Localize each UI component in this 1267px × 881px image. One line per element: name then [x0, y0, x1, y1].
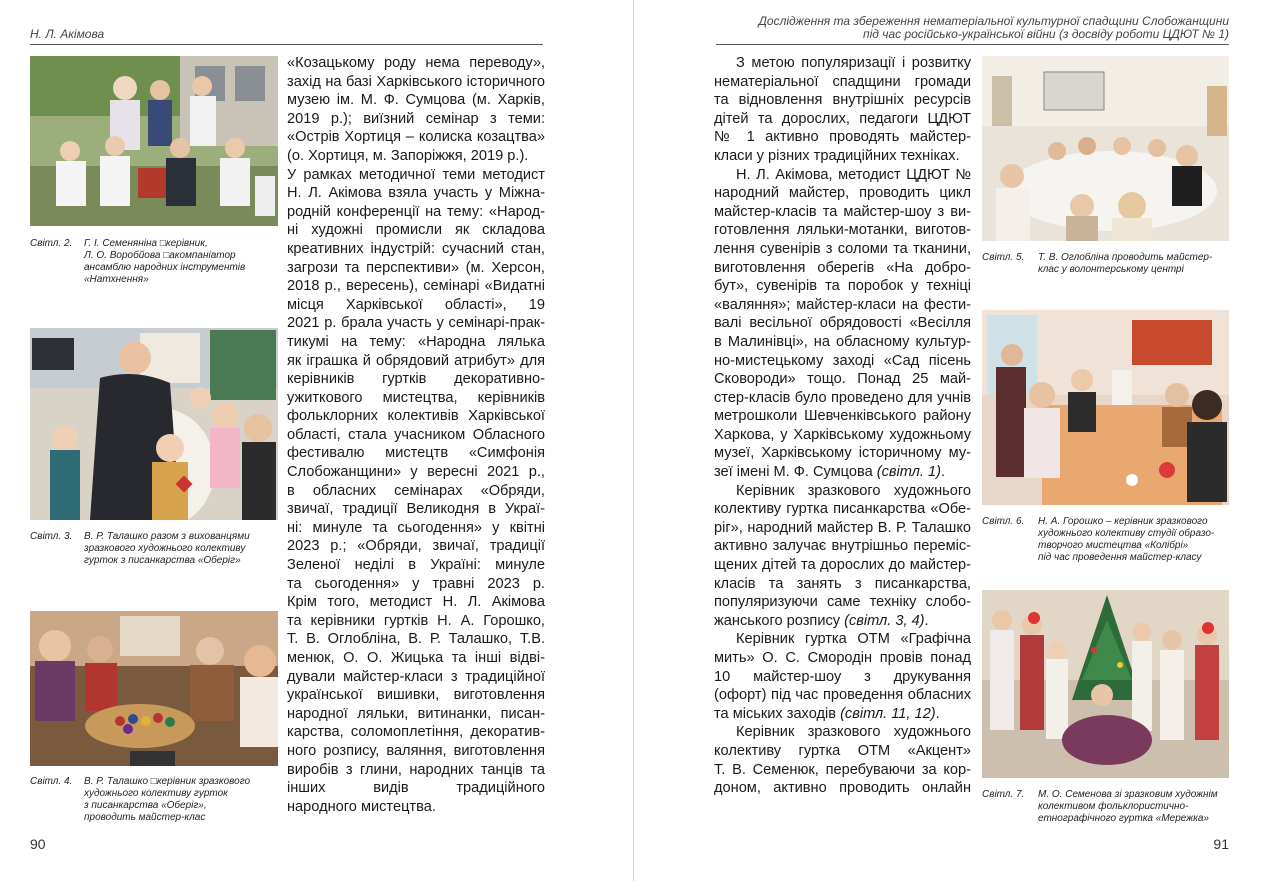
body-line: місця Харківської області», 19 [287, 296, 545, 313]
body-line: української вишивки, виготовлення [287, 687, 545, 704]
body-line: 2021 р. брала участь у семінарі-прак- [287, 315, 545, 332]
body-line [714, 742, 971, 761]
punctuation: . [924, 612, 929, 629]
body-line [714, 128, 971, 147]
caption-line: ансамблю народних інструментів [84, 262, 246, 273]
caption-number: Світл. 6. [982, 516, 1025, 527]
body-line: в обласних семінарах «Обряди, [287, 482, 545, 499]
caption-line: художнього колективу гурток [84, 788, 228, 799]
body-line-text: популяризуючи саме техніку слобо- [714, 594, 971, 611]
body-line [714, 500, 971, 519]
photo-reference: (світл. 3, 4) [840, 612, 925, 629]
header-rule [716, 44, 1229, 45]
body-line [714, 166, 971, 185]
body-line-text: стер-класів було проведено для учнів [714, 389, 971, 406]
photo-2-ensemble [30, 56, 278, 226]
body-line-text: мить» О. С. Смородін провів понад [714, 650, 971, 666]
body-line-text: зеї імені М. Ф. Сумцова [714, 464, 873, 481]
running-head-left: Н. Л. Акімова [30, 27, 105, 41]
caption-line: художнього колективу студії образо- [1038, 528, 1215, 539]
left-body-text [287, 54, 545, 816]
body-line: фестивалю мистецтв «Симфонія [287, 445, 545, 462]
caption-line: Т. В. Оглобліна проводить майстер- [1038, 252, 1213, 263]
body-line-text: метрошколи Шевченківського району [714, 408, 971, 425]
body-line: виробів з глини, народних танців та [287, 761, 545, 778]
body-line: та керівники гуртків Н. А. Горошко, [287, 612, 545, 629]
body-line: Т. В. Оглобліна, В. Р. Талашко, Т.В. [287, 631, 545, 648]
photo-3-pysanka-class [30, 328, 278, 520]
caption-5 [982, 252, 1232, 276]
running-head-right [758, 15, 1229, 41]
caption-6 [982, 516, 1232, 564]
body-line [714, 333, 971, 352]
body-line-text: «валяння»; майстер-класи на фести- [714, 296, 971, 313]
caption-line: В. Р. Талашко □керівник зразкового [84, 776, 251, 787]
caption-line: Г. І. Семеняніна □керівник, [84, 238, 208, 249]
body-line: звичаї, традиції Великодня в Украї- [287, 501, 545, 518]
body-line-text: та міських заходів [714, 705, 837, 722]
body-line: 2018 р., вересень), семінарі «Видатні [287, 278, 545, 295]
photo-reference: (світл. 11, 12) [836, 705, 936, 722]
caption-4 [30, 776, 280, 824]
page-number-left: 90 [30, 836, 46, 852]
caption-2 [30, 238, 280, 286]
body-line [714, 593, 971, 612]
body-line: загрози та перспективи» (м. Херсон, [287, 259, 545, 276]
body-line: 2019 р.); виїзний семінар з теми: [287, 110, 545, 127]
body-line [714, 221, 971, 240]
body-line: народної ляльки, витинанки, писан- [287, 705, 545, 722]
body-line: карства, соломоплетіння, декоратив- [287, 724, 545, 741]
page-number-right: 91 [1213, 836, 1229, 852]
body-line-text: виготовлення оберегів «На добро- [714, 259, 971, 276]
body-line-text: та відновлення внутрішніх ресурсів [714, 92, 971, 109]
body-line-text: Харкова, у Харківському художньому [714, 426, 971, 443]
body-line-text: колективу гуртка ОТМ «Акцент» [714, 742, 971, 759]
body-line-text: колективу гуртка писанкарства «Обе- [714, 501, 971, 518]
body-line-text: № 1 активно проводять майстер- [714, 129, 971, 146]
body-line [714, 277, 971, 296]
body-line-text: бут», сувенірів та поробок у техніці [714, 278, 971, 295]
body-line-text: готовлення ляльки-мотанки, виготов- [714, 222, 971, 239]
body-line: У рамках методичної теми методист [287, 166, 545, 183]
body-line: ного розпису, валяння, виготовлення [287, 742, 545, 759]
caption-line: з писанкарства «Оберіг», [84, 800, 207, 811]
body-line-text: Керівник зразкового художнього [736, 724, 971, 741]
body-line-text: Керівник гуртка ОТМ «Графічна [736, 631, 971, 648]
photo-4-master-class [30, 611, 278, 766]
caption-line: творчого мистецтва «Колібрі» [1038, 540, 1189, 551]
body-line: менюк, О. О. Жицька та інші відві- [287, 650, 545, 666]
caption-3 [30, 531, 280, 567]
running-head-line: під час російсько-української війни (з досвіду роботи ЦДЮТ № 1) [863, 27, 1229, 41]
body-line-text: народний майстер, проводить цикл [714, 185, 971, 202]
body-line-text: лення сувенірів з соломи та тканини, [714, 240, 971, 257]
body-line: народного мистецтва. [287, 798, 436, 815]
body-line-text: в Малинівці», на обласному культур- [714, 333, 971, 350]
body-line-text: Н. Л. Акімова, методист ЦДЮТ № [736, 166, 971, 183]
body-line [714, 91, 971, 110]
body-line [714, 147, 971, 166]
body-line: Зеленої неділі в Україні: минуле [287, 557, 545, 574]
body-line: тикумі на тему: «Народна лялька [287, 333, 545, 350]
caption-line: «Натхнення» [84, 274, 149, 285]
caption-line: М. О. Семенова зі зразковим художнім [1038, 789, 1218, 800]
body-line [714, 352, 971, 371]
body-line [714, 314, 971, 333]
photo-5-volunteer-center [982, 56, 1229, 241]
body-line: дували майстер-класи з традиційної [287, 668, 545, 685]
body-line [714, 54, 971, 73]
body-line-text: активно залучає внутрішньо переміс- [714, 538, 971, 555]
body-line-text: доном, активно проводить онлайн [714, 780, 971, 797]
body-line [714, 426, 971, 445]
body-line-text: жанського розпису [714, 612, 841, 629]
body-line [714, 389, 971, 408]
body-line [714, 705, 971, 724]
body-line: Н. Л. Акімова взяла участь у Міжна- [287, 185, 545, 202]
body-line-text: дітей та дорослих, педагоги ЦДЮТ [714, 110, 971, 127]
body-line: Слобожанщини» у вересні 2021 р., [287, 464, 545, 481]
header-rule [30, 44, 543, 45]
body-line-text: валі весільної обрядовості «Весілля [714, 315, 971, 332]
body-line [714, 203, 971, 222]
body-line: креативних індустрій: сучасний стан, [287, 240, 545, 257]
body-line-text: но-мистецькому заході «Сад пісень [714, 352, 971, 369]
body-line: області, стала учасником Обласного [287, 426, 545, 443]
caption-line: Н. А. Горошко – керівник зразкового [1038, 516, 1208, 527]
body-line [714, 519, 971, 538]
body-line-text: нематеріальної спадщини громади [714, 73, 971, 90]
caption-line: В. Р. Талашко разом з вихованцями [84, 531, 250, 542]
body-line-text: Керівник зразкового художнього [736, 482, 971, 499]
body-line: захід на базі Харківського історичного [287, 73, 545, 90]
body-line-text: музеї, Харківському історичному му- [714, 445, 971, 462]
body-line-text: (офорт) під час проведення обласних [714, 687, 971, 704]
body-line-text: ріг», народний майстер В. Р. Талашко [714, 519, 971, 536]
caption-number: Світл. 2. [30, 238, 73, 249]
body-line [714, 184, 971, 203]
caption-7 [982, 789, 1232, 825]
body-line [714, 649, 971, 668]
body-line [714, 556, 971, 575]
body-line: 2023 р.; «Обряди, звичаї, традиції [287, 538, 545, 555]
caption-line: проводить майстер-клас [84, 812, 206, 823]
body-line [714, 575, 971, 594]
caption-line: гурток з писанкарства «Оберіг» [84, 555, 241, 566]
caption-line: під час проведення майстер-класу [1038, 552, 1202, 563]
body-line-text: щених дітей та дорослих до майстер- [714, 557, 971, 574]
caption-number: Світл. 7. [982, 789, 1025, 800]
body-line [714, 463, 971, 482]
body-line: ні художні промисли як складова [287, 222, 545, 239]
body-line-text: З метою популяризації і розвитку [736, 55, 971, 71]
caption-line: колективом фольклористично- [1038, 801, 1189, 812]
body-line [714, 259, 971, 278]
body-line [714, 296, 971, 315]
body-line [714, 686, 971, 705]
punctuation: . [935, 705, 940, 722]
right-page [634, 0, 1267, 881]
caption-line: зразкового художнього колективу [84, 543, 246, 554]
photo-reference: (світл. 1) [872, 464, 941, 481]
body-line: та сьогодення» у травні 2023 р. [287, 575, 545, 592]
body-line [714, 630, 971, 649]
body-line: керівників гуртків декоративно- [287, 371, 545, 388]
caption-number: Світл. 5. [982, 252, 1025, 263]
body-line-text: Сковороди» тощо. Понад 25 май- [714, 371, 971, 388]
body-line [714, 73, 971, 92]
body-line: (о. Хортиця, м. Запоріжжя, 2019 р.). [287, 147, 529, 164]
body-line-text: Т. В. Семенюк, перебуваючи за кор- [714, 761, 971, 778]
body-line: Крім того, методист Н. Л. Акімова [287, 594, 545, 611]
body-line [714, 370, 971, 389]
caption-number: Світл. 4. [30, 776, 73, 787]
punctuation: . [940, 464, 945, 481]
body-line-text: класи у різних традиційних техніках. [714, 147, 960, 164]
body-line: інших видів традиційного [287, 780, 545, 797]
body-line-text: класів та занять з писанкарства, [714, 575, 971, 592]
body-line: фольклорних колективів Харківської [287, 408, 545, 425]
right-body-text [714, 54, 971, 798]
body-line [714, 482, 971, 501]
body-line: музею ім. М. Ф. Сумцова (м. Харків, [287, 92, 545, 109]
body-line: ужиткового мистецтва, керівників [287, 389, 545, 406]
body-line: ні: минуле та сьогодення» у квітні [287, 519, 545, 536]
caption-line: клас у волонтерському центрі [1038, 264, 1184, 275]
body-line: «Козацькому роду нема переводу», [287, 55, 545, 71]
photo-7-merezhka-ensemble [982, 590, 1229, 778]
body-line: «Острів Хортиця – колиска козацтва» [287, 129, 545, 146]
body-line [714, 407, 971, 426]
body-line [714, 537, 971, 556]
running-head-line: Дослідження та збереження нематеріальної культурної спадщини Слобожанщини [758, 14, 1229, 28]
photo-6-kolibri-studio [982, 310, 1229, 505]
body-line [714, 761, 971, 780]
body-line [714, 779, 971, 798]
body-line: родній конференції на тему: «Народ- [287, 203, 545, 220]
body-line: як іграшка й обрядовий атрибут» для [287, 352, 545, 369]
body-line [714, 240, 971, 259]
body-line [714, 723, 971, 742]
body-line-text: 10 майстер-шоу з друкування [714, 668, 971, 685]
body-line [714, 110, 971, 129]
body-line [714, 444, 971, 463]
body-line-text: майстер-класів та майстер-шоу з ви- [714, 203, 971, 220]
caption-line: етнографічного гуртка «Мережка» [1038, 813, 1209, 824]
caption-number: Світл. 3. [30, 531, 73, 542]
body-line [714, 612, 971, 631]
caption-line: Л. О. Воробйова □акомпаніатор [84, 250, 236, 261]
body-line [714, 668, 971, 687]
